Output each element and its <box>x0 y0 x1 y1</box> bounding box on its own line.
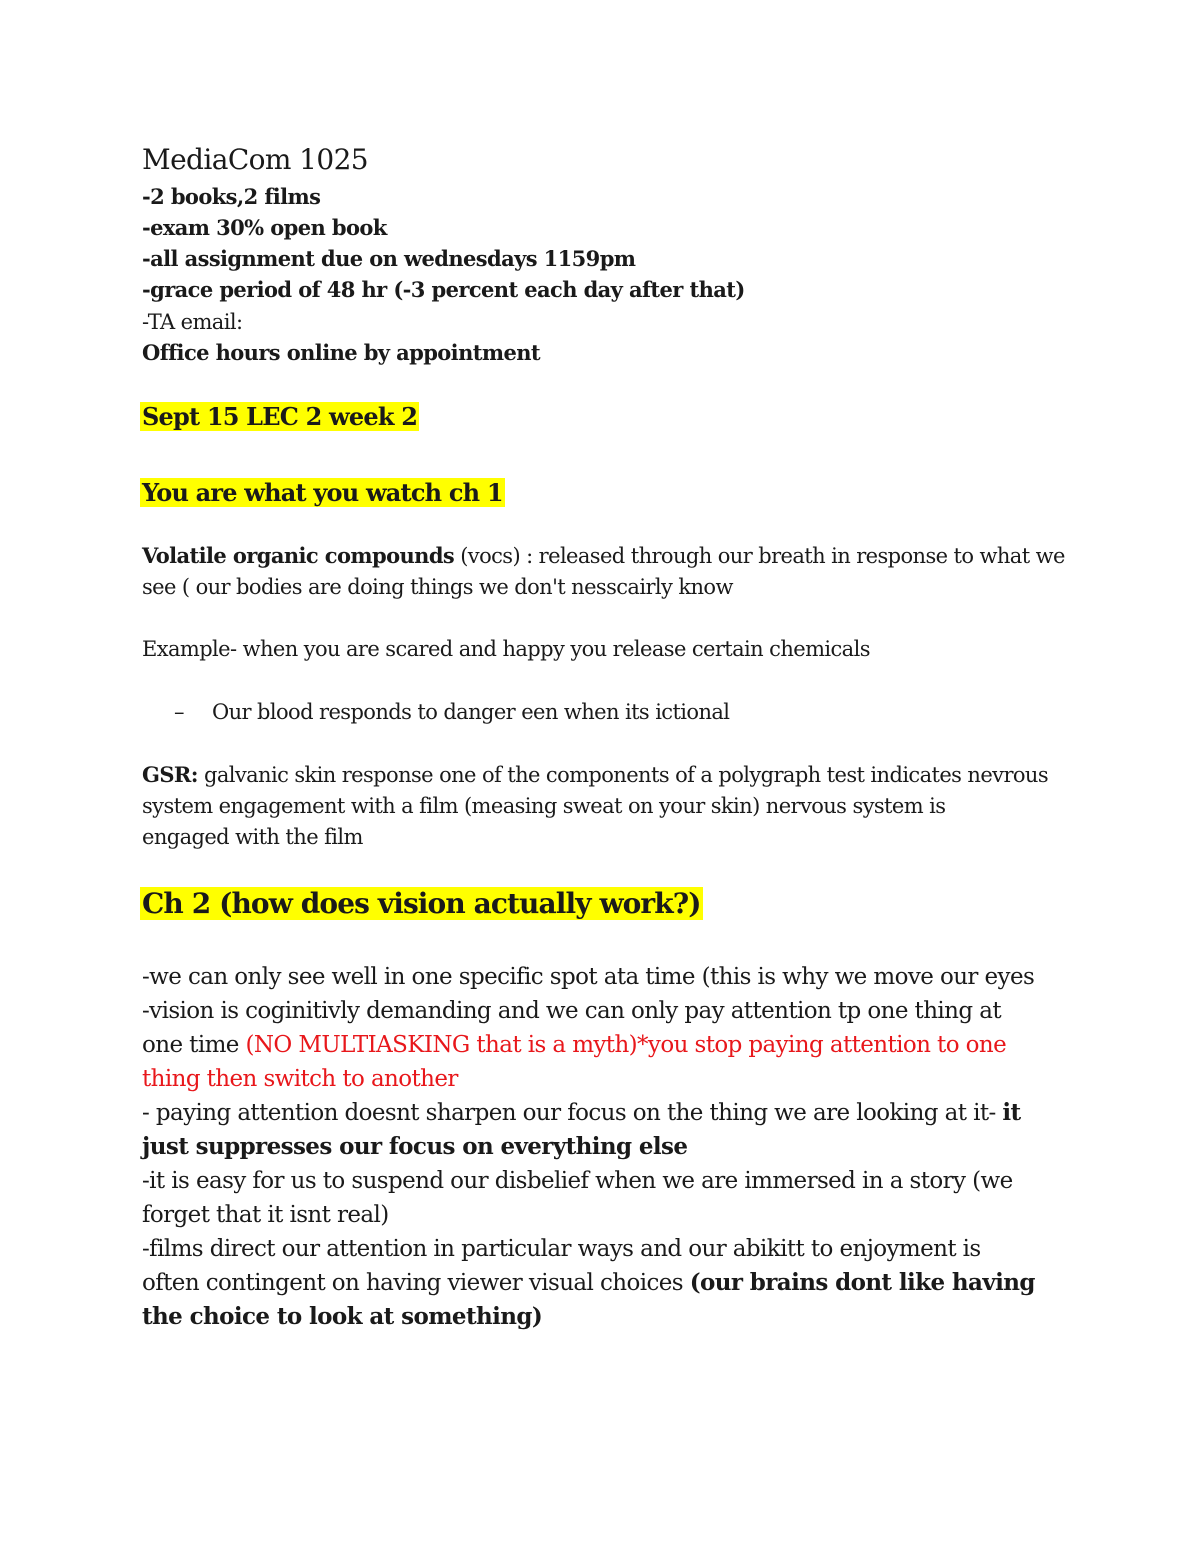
lecture-heading-text: Sept 15 LEC 2 week 2 <box>142 402 418 431</box>
office-hours-line: Office hours online by appointment <box>142 340 540 365</box>
course-info-line: -exam 30% open book <box>142 215 387 240</box>
films-attention-note <box>142 1266 1035 1300</box>
disbelief-note: forget that it isnt real) <box>142 1202 389 1228</box>
attention-note-emphasis: just suppresses our focus on everything else <box>142 1133 688 1160</box>
vision-note-text: one time <box>142 1032 246 1058</box>
bullet-text: Our blood responds to danger een when its ictional <box>212 700 730 724</box>
vocs-paragraph-line: see ( our bodies are doing things we don't nesscairly know <box>142 575 733 599</box>
films-attention-emphasis: the choice to look at something) <box>142 1303 543 1330</box>
gsr-paragraph-line: system engagement with a film (measing sweat on your skin) nervous system is <box>142 794 946 818</box>
attention-note-text: - paying attention doesnt sharpen our focus on the thing we are looking at it- <box>142 1100 1003 1126</box>
vision-note: -vision is coginitivly demanding and we can only pay attention tp one thing at <box>142 998 1001 1024</box>
chapter2-heading <box>140 884 703 926</box>
disbelief-note: -it is easy for us to suspend our disbelief when we are immersed in a story (we <box>142 1168 1013 1194</box>
multitasking-myth-note: (NO MULTIASKING that is a myth)*you stop paying attention to one <box>245 1032 1007 1058</box>
gsr-term: GSR: <box>142 762 198 787</box>
vocs-paragraph-line <box>142 541 1065 571</box>
example-line: Example- when you are scared and happy you release certain chemicals <box>142 637 870 661</box>
vision-note: -we can only see well in one specific spot ata time (this is why we move our eyes <box>142 964 1035 990</box>
gsr-paragraph-line: engaged with the film <box>142 825 363 849</box>
vocs-definition: (vocs) : released through our breath in response to what we <box>454 544 1065 568</box>
attention-note-emphasis: it <box>1002 1099 1021 1126</box>
vision-note <box>142 1028 1006 1062</box>
course-info-line: -TA email: <box>142 310 243 334</box>
dash-bullet-icon: – <box>174 700 184 724</box>
bullet-item <box>142 697 1042 727</box>
attention-note <box>142 1096 1021 1130</box>
chapter2-heading-text: Ch 2 (how does vision actually work?) <box>142 887 701 920</box>
films-attention-emphasis: (our brains dont like having <box>689 1269 1035 1296</box>
course-info-line: -all assignment due on wednesdays 1159pm <box>142 246 636 271</box>
multitasking-myth-note: thing then switch to another <box>142 1066 458 1092</box>
course-info-line: -grace period of 48 hr (-3 percent each day after that) <box>142 277 745 302</box>
vocs-term: Volatile organic compounds <box>142 543 455 568</box>
chapter1-heading-text: You are what you watch ch 1 <box>142 478 503 507</box>
films-attention-text: often contingent on having viewer visual choices <box>142 1270 690 1296</box>
gsr-paragraph-line <box>142 760 1048 790</box>
films-attention-note: -films direct our attention in particular ways and our abikitt to enjoyment is <box>142 1236 981 1262</box>
gsr-definition: galvanic skin response one of the components of a polygraph test indicates nevrous <box>197 763 1049 787</box>
document-title: MediaCom 1025 <box>142 143 369 176</box>
chapter1-heading <box>140 476 505 511</box>
lecture-heading <box>140 400 419 435</box>
course-info-line: -2 books,2 films <box>142 184 321 209</box>
